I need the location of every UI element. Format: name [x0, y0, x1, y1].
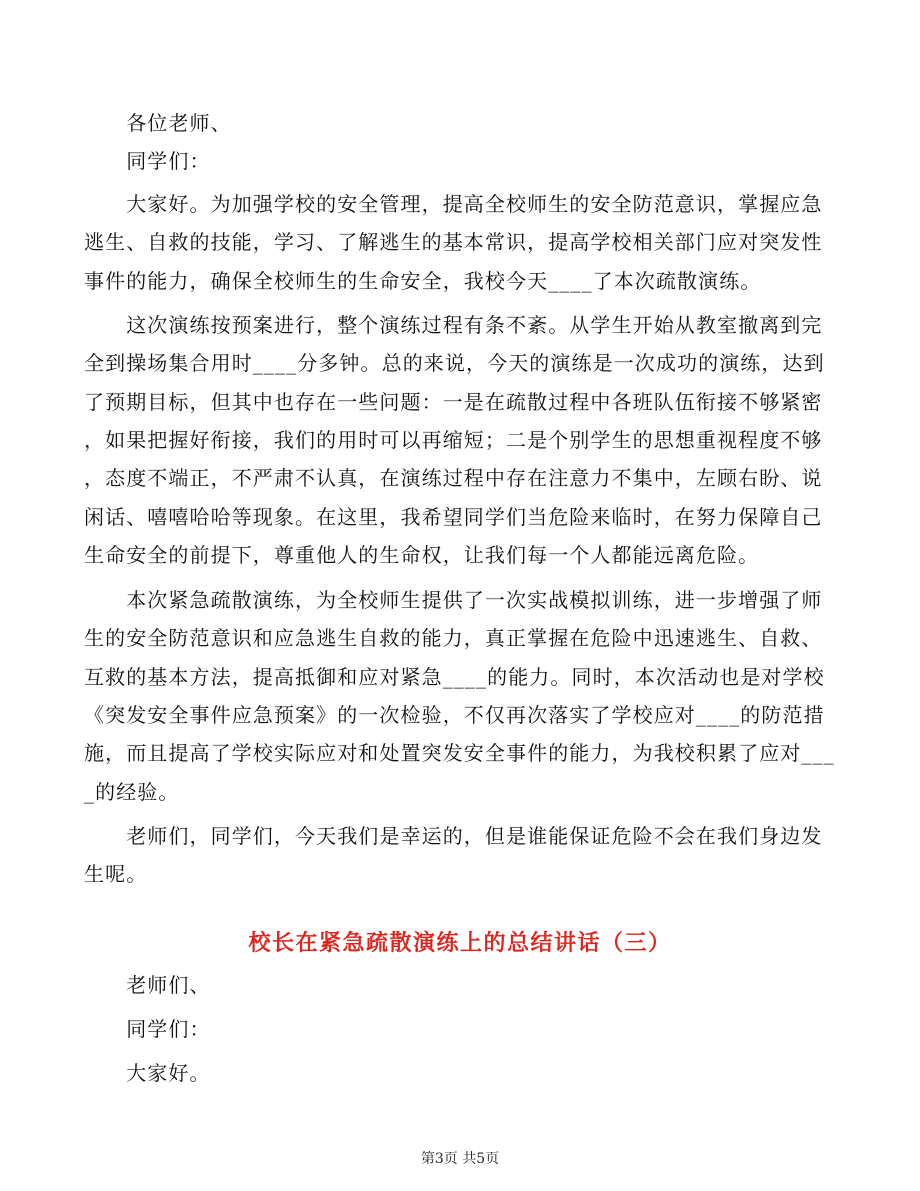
paragraph-line: 这次演练按预案进行，整个演练过程有条不紊。从学生开始从教室撤离到完 [84, 313, 823, 337]
paragraph-line: 大家好。为加强学校的安全管理，提高全校师生的安全防范意识，掌握应急 [84, 192, 823, 216]
paragraph-line: 老师们，同学们，今天我们是幸运的，但是谁能保证危险不会在我们身边发 [84, 824, 823, 848]
paragraph-line: 闲话、嘻嘻哈哈等现象。在这里，我希望同学们当危险来临时，在努力保障自己 [84, 505, 823, 529]
paragraph-line: ，如果把握好衔接，我们的用时可以再缩短；二是个别学生的思想重视程度不够 [84, 428, 823, 452]
paragraph-line: 事件的能力，确保全校师生的生命安全，我校今天____了本次疏散演练。 [84, 269, 762, 293]
paragraph-line: 了预期目标，但其中也存在一些问题：一是在疏散过程中各班队伍衔接不够紧密 [84, 390, 823, 414]
paragraph-line: ，态度不端正，不严肃不认真，在演练过程中存在注意力不集中，左顾右盼、说 [84, 466, 823, 490]
paragraph-line: 本次紧急疏散演练，为全校师生提供了一次实战模拟训练，进一步增强了师 [84, 588, 823, 612]
paragraph-line: 各位老师、 [84, 111, 232, 135]
paragraph-line: 逃生、自救的技能，学习、了解逃生的基本常识，提高学校相关部门应对突发性 [84, 230, 823, 254]
paragraph-line: 互救的基本方法，提高抵御和应对紧急____的能力。同时，本次活动也是对学校 [84, 665, 825, 689]
paragraph-line: 《突发安全事件应急预案》的一次检验，不仅再次落实了学校应对____的防范措 [84, 703, 825, 727]
paragraph-line: 全到操场集合用时____分多钟。总的来说，今天的演练是一次成功的演练，达到 [84, 351, 825, 375]
paragraph-line: 老师们、 [84, 973, 211, 997]
section-title: 校长在紧急疏散演练上的总结讲话（三） [248, 930, 672, 956]
paragraph-line: 生呢。 [84, 862, 148, 886]
paragraph-line: 同学们： [84, 1017, 211, 1041]
page-footer: 第3页 共5页 [420, 1151, 500, 1167]
paragraph-line: _的经验。 [84, 780, 180, 804]
paragraph-line: 大家好。 [84, 1061, 211, 1085]
paragraph-line: 生命安全的前提下，尊重他人的生命权，让我们每一个人都能远离危险。 [84, 543, 760, 567]
paragraph-line: 施，而且提高了学校实际应对和处置突发安全事件的能力，为我校积累了应对___ [84, 741, 835, 765]
paragraph-line: 同学们： [84, 149, 211, 173]
paragraph-line: 生的安全防范意识和应急逃生自救的能力，真正掌握在危险中迅速逃生、自救、 [84, 626, 823, 650]
